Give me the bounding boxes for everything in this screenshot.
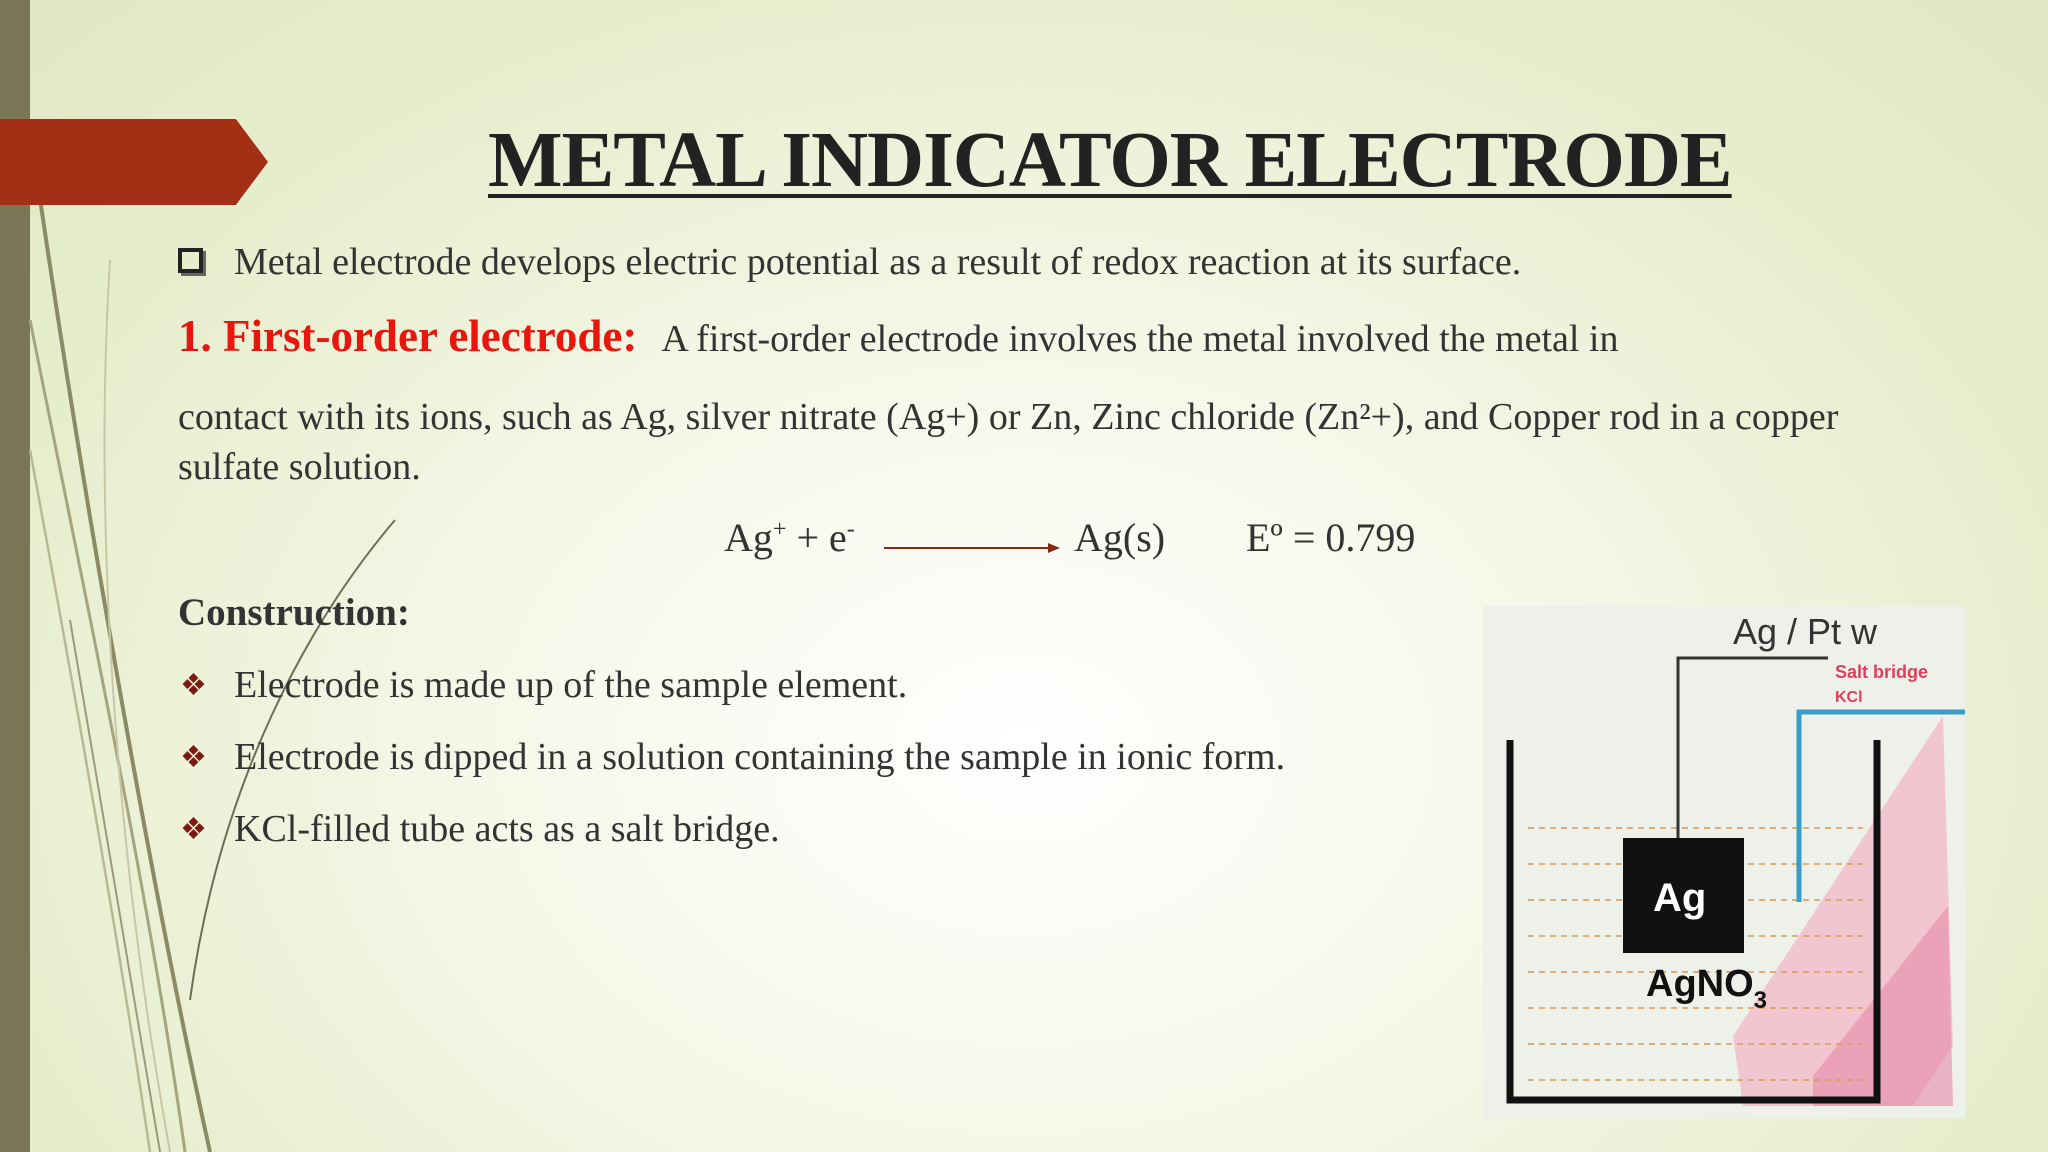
salt-bridge-label: Salt bridge [1835,662,1929,682]
electron-charge: - [846,516,855,543]
reaction-equation [724,514,855,561]
electrode-diagram [1483,606,1965,1118]
reactant-charge: + [772,516,787,543]
intro-text: Metal electrode develops electric potential as a result of redox reaction at its surface. [234,241,1522,283]
first-order-line [178,310,1618,362]
electrode-label: Ag [1653,876,1707,920]
electron-term: + e [786,515,847,560]
construction-item-2: Electrode is dipped in a solution containing the sample in ionic form. [234,736,1286,778]
title-accent-tab [0,119,268,205]
electrode-diagram-drawing [1483,606,1965,1118]
diamond-bullet-icon: ❖ [180,741,207,774]
checkbox-square-icon [178,248,203,273]
solution-label-subscript: 3 [1753,987,1768,1014]
wire [1678,658,1828,838]
reactant-base: Ag [724,515,773,560]
construction-item-3: KCl-filled tube acts as a salt bridge. [234,808,780,850]
wire-label: Ag / Pt w [1733,611,1878,652]
slide-title: METAL INDICATOR ELECTRODE [488,117,1732,204]
diamond-bullet-icon: ❖ [180,669,207,702]
construction-heading: Construction: [178,591,410,634]
solution-label [1646,963,1767,1014]
arrow-right-icon [884,540,1060,556]
diamond-bullet-icon: ❖ [180,813,207,846]
reaction-product: Ag(s) [1074,515,1166,560]
solution-label-base: AgNO [1646,963,1754,1005]
construction-item-1: Electrode is made up of the sample element. [234,664,908,706]
first-order-lead: A first-order electrode involves the metal involved the metal in [661,318,1619,360]
standard-potential: Eº = 0.799 [1246,515,1416,560]
first-order-label: 1. First-order electrode: [178,311,638,361]
kcl-label: KCl [1835,689,1863,706]
first-order-continuation: contact with its ions, such as Ag, silver nitrate (Ag+) or Zn, Zinc chloride (Zn²+), and Copper rod in a copper sulfate solution. [178,396,1839,488]
